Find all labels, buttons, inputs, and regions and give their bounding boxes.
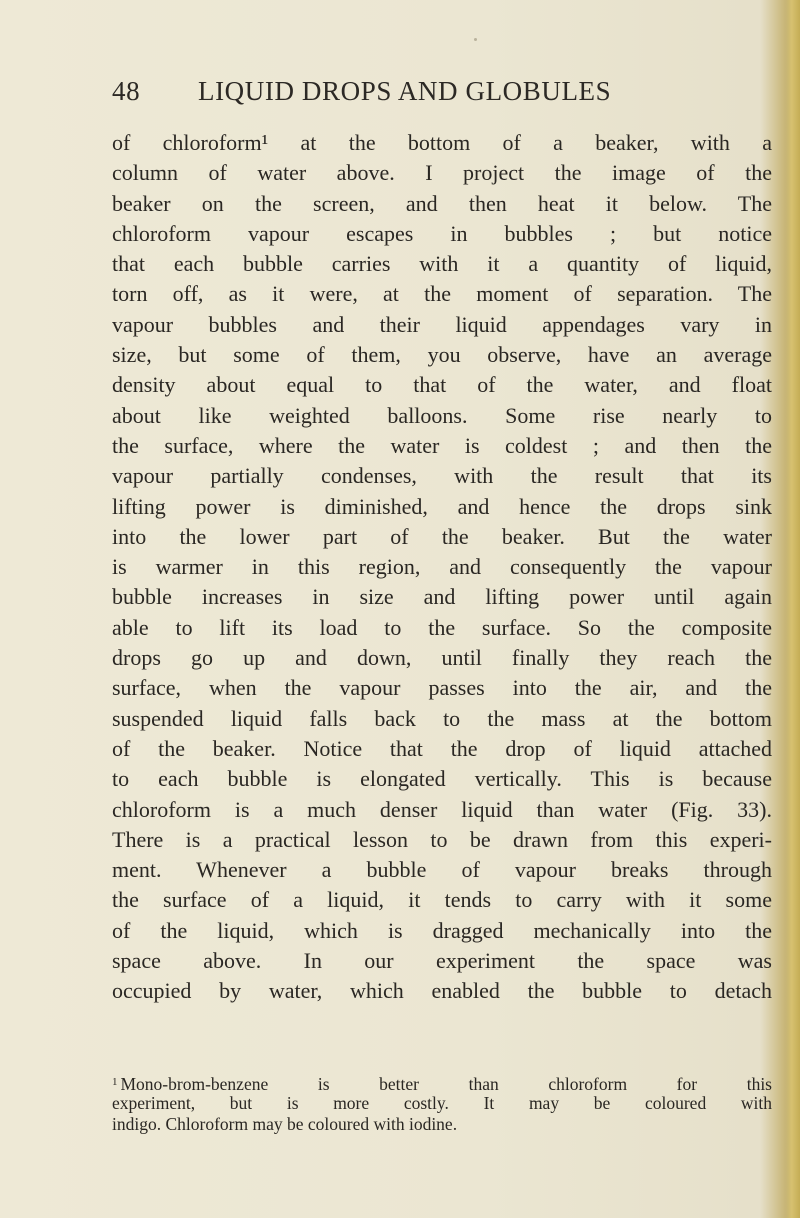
footnote bbox=[112, 1072, 772, 1135]
footnote-line: experiment, but is more costly. It may be coloured with bbox=[112, 1093, 772, 1113]
text-line: that each bubble carries with it a quantity of liquid, bbox=[112, 251, 772, 277]
text-line: about like weighted balloons. Some rise nearly to bbox=[112, 402, 772, 428]
footnote-text: Mono-brom-benzene is better than chloroform for this bbox=[120, 1074, 772, 1093]
running-title: LIQUID DROPS AND GLOBULES bbox=[198, 76, 612, 106]
footnote-marker: 1 bbox=[112, 1076, 118, 1088]
text-line: occupied by water, which enabled the bubble to detach bbox=[112, 978, 772, 1004]
text-line: suspended liquid falls back to the mass at the bottom bbox=[112, 705, 772, 731]
page-edge bbox=[786, 0, 800, 1218]
text-line: the surface of a liquid, it tends to carry with it some bbox=[112, 887, 772, 913]
text-line: vapour partially condenses, with the result that its bbox=[112, 463, 772, 489]
text-line: space above. In our experiment the space was bbox=[112, 948, 772, 974]
text-line: lifting power is diminished, and hence the drops sink bbox=[112, 493, 772, 519]
footnote-line: indigo. Chloroform may be coloured with iodine. bbox=[112, 1114, 458, 1134]
page-header bbox=[112, 76, 752, 116]
text-line: is warmer in this region, and consequently the vapour bbox=[112, 554, 772, 580]
text-line: chloroform is a much denser liquid than water (Fig. 33). bbox=[112, 796, 772, 822]
text-line: able to lift its load to the surface. So the composite bbox=[112, 614, 772, 640]
text-line: into the lower part of the beaker. But the water bbox=[112, 523, 772, 549]
text-line: chloroform vapour escapes in bubbles ; but notice bbox=[112, 220, 772, 246]
text-line: of the beaker. Notice that the drop of liquid attached bbox=[112, 735, 772, 761]
page-number: 48 bbox=[112, 76, 141, 106]
text-line: the surface, where the water is coldest ; and then the bbox=[112, 432, 772, 458]
text-line: density about equal to that of the water, and float bbox=[112, 372, 772, 398]
print-speck bbox=[474, 38, 477, 41]
text-line: drops go up and down, until finally they reach the bbox=[112, 645, 772, 671]
text-line: column of water above. I project the image of the bbox=[112, 160, 772, 186]
text-line: of the liquid, which is dragged mechanically into the bbox=[112, 917, 772, 943]
text-line: torn off, as it were, at the moment of separation. The bbox=[112, 281, 772, 307]
text-line: There is a practical lesson to be drawn from this experi- bbox=[112, 826, 772, 852]
text-line: bubble increases in size and lifting power until again bbox=[112, 584, 772, 610]
text-line: surface, when the vapour passes into the air, and the bbox=[112, 675, 772, 701]
text-line: beaker on the screen, and then heat it below. The bbox=[112, 190, 772, 216]
text-line: to each bubble is elongated vertically. This is because bbox=[112, 766, 772, 792]
body-text bbox=[112, 128, 772, 1007]
footnote-line bbox=[112, 1072, 772, 1093]
text-line: of chloroform¹ at the bottom of a beaker, with a bbox=[112, 130, 772, 155]
text-line: size, but some of them, you observe, have an average bbox=[112, 342, 772, 368]
text-line: ment. Whenever a bubble of vapour breaks through bbox=[112, 857, 772, 883]
text-line: vapour bubbles and their liquid appendages vary in bbox=[112, 311, 772, 337]
